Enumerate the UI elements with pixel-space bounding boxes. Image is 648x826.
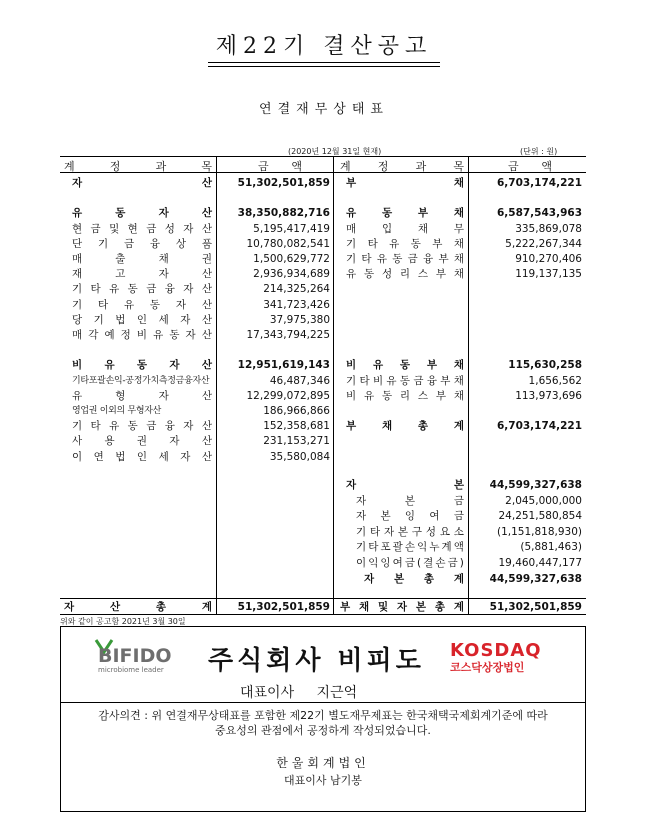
equity-row-amount: 19,460,447,177 [498, 557, 582, 569]
row-label: 자 산 [72, 177, 212, 189]
equity-row-amount: (1,151,818,930) [496, 525, 582, 538]
row-label: 유 동 부 채 [346, 207, 464, 220]
equity-row-amount: 44,599,327,638 [489, 572, 582, 585]
total-liabilities-equity-label: 부 채 및 자 본 총 계 [340, 601, 464, 613]
row-amount: 119,137,135 [515, 268, 582, 281]
row-label: 사 용 권 자 산 [72, 435, 212, 448]
row-label: 영업권 이외의 무형자산 [72, 406, 162, 416]
equity-row-amount: 24,251,580,854 [498, 510, 582, 523]
row-label: 부 채 [346, 177, 464, 189]
row-amount: 12,951,619,143 [237, 359, 330, 372]
row-amount: 38,350,882,716 [237, 207, 330, 220]
row-label: 기 타 유 동 금 융 부 채 [346, 253, 464, 265]
column-divider [468, 156, 469, 614]
row-label: 단 기 금 융 상 품 [72, 237, 212, 250]
row-label: 기 타 유 동 자 산 [72, 298, 212, 311]
audit-opinion-line2: 중요성의 관점에서 공정하게 작성되었습니다. [215, 724, 431, 737]
bifido-logo-word: BIFIDO [98, 645, 172, 667]
header-char: 금 [258, 160, 269, 173]
row-label: 기 타 유 동 부 채 [346, 237, 464, 250]
equity-row-label: 기 타 자 본 구 성 요 소 [356, 525, 464, 538]
auditor-firm: 한울회계법인 [276, 756, 370, 770]
row-amount: 186,966,866 [263, 405, 330, 417]
row-amount: 1,500,629,772 [253, 253, 330, 265]
row-label: 현 금 및 현 금 성 자 산 [72, 222, 212, 235]
auditor-representative: 대표이사 남기봉 [284, 774, 362, 787]
row-label: 유 동 자 산 [72, 207, 212, 220]
bifido-logo [94, 632, 204, 676]
row-label: 매 입 채 무 [346, 222, 464, 235]
equity-row-label: 이 익 잉 여 금 ( 결 손 금 ) [356, 557, 464, 569]
equity-row-label: 자 본 잉 여 금 [356, 510, 464, 523]
row-amount: 6,703,174,221 [496, 177, 582, 189]
row-amount: 5,195,417,419 [253, 222, 330, 235]
row-label: 매 각 예 정 비 유 동 자 산 [72, 329, 212, 341]
column-divider [333, 156, 334, 614]
kosdaq-logo [446, 636, 566, 676]
row-amount: 335,869,078 [515, 222, 582, 235]
statement-title: 연결재무상태표 [259, 102, 389, 117]
bifido-logo-tagline: microbiome leader [98, 666, 164, 674]
header-right-label [340, 158, 464, 171]
row-label: 기 타 비 유 동 금 융 부 채 [346, 374, 464, 387]
row-amount: 10,780,082,541 [246, 237, 330, 250]
total-liabilities-equity-amount: 51,302,501,859 [489, 601, 582, 613]
row-label: 당 기 법 인 세 자 산 [72, 313, 212, 326]
row-label: 매 출 채 권 [72, 253, 212, 265]
row-label: 기 타 유 동 금 융 자 산 [72, 283, 212, 296]
row-amount: 5,222,267,344 [505, 237, 582, 250]
row-amount: 113,973,696 [515, 389, 582, 402]
title-underline-second [208, 66, 440, 67]
header-char: 액 [541, 160, 552, 173]
page-title: 제22기 결산공고 [215, 34, 433, 59]
row-amount: 231,153,271 [263, 435, 330, 448]
header-char: 정 [109, 160, 121, 173]
equity-row-amount: (5,881,463) [520, 541, 582, 554]
row-label: 비 유 동 부 채 [346, 359, 464, 372]
notice-date: 위와 같이 공고함 2021년 3월 30일 [60, 617, 186, 626]
table-top-rule [60, 156, 586, 157]
row-amount: 46,487,346 [269, 374, 330, 387]
header-char: 과 [415, 160, 427, 173]
equity-row-amount: 44,599,327,638 [489, 479, 582, 491]
equity-row-amount: 2,045,000,000 [505, 494, 582, 507]
row-label: 유 형 자 산 [72, 389, 212, 402]
row-label: 비 유 동 리 스 부 채 [346, 389, 464, 402]
header-char: 목 [453, 160, 464, 173]
header-char: 계 [340, 160, 351, 173]
row-amount: 12,299,072,895 [246, 389, 330, 402]
row-amount: 17,343,794,225 [246, 329, 330, 341]
header-right-amount [508, 158, 552, 171]
row-amount: 152,358,681 [263, 420, 330, 433]
table-total-rule [60, 598, 586, 599]
row-amount: 1,656,562 [528, 374, 582, 387]
row-label: 이 연 법 인 세 자 산 [72, 450, 212, 463]
row-amount: 37,975,380 [269, 313, 330, 326]
column-divider [216, 156, 217, 614]
header-char: 계 [64, 160, 75, 173]
equity-row-label: 자 본 [346, 479, 464, 491]
header-char: 목 [201, 160, 212, 173]
row-amount: 341,723,426 [263, 298, 330, 311]
total-assets-label: 자 산 총 계 [64, 601, 212, 613]
table-bottom-rule [60, 614, 586, 615]
date-note: (2020년 12월 31일 현재) [288, 147, 382, 156]
row-label: 기 타 유 동 금 융 자 산 [72, 420, 212, 433]
equity-row-label: 자 본 금 [356, 494, 464, 507]
signature-divider [60, 702, 586, 703]
row-amount: 910,270,406 [515, 253, 582, 265]
kosdaq-logo-word: KOSDAQ [450, 640, 542, 661]
header-char: 정 [377, 160, 389, 173]
row-label: 재 고 자 산 [72, 268, 212, 281]
company-name: 주식회사 비피도 [208, 646, 425, 676]
row-amount: 214,325,264 [263, 283, 330, 296]
row-amount: 2,936,934,689 [253, 268, 330, 281]
kosdaq-logo-tagline: 코스닥상장법인 [450, 661, 525, 674]
total-assets-amount: 51,302,501,859 [237, 601, 330, 613]
title-underline [208, 62, 440, 63]
audit-opinion-line1: 감사의견 : 위 연결재무상태표를 포함한 제22기 별도재무제표는 한국채택국제회계기준에 따라 [98, 709, 548, 722]
header-char: 액 [291, 160, 302, 173]
unit-note: (단위 : 원) [520, 147, 558, 156]
row-amount: 51,302,501,859 [237, 177, 330, 189]
header-char: 금 [508, 160, 519, 173]
header-left-amount [258, 158, 302, 171]
row-amount: 115,630,258 [508, 359, 582, 372]
ceo-signature: 대표이사 지근억 [240, 685, 358, 701]
row-label: 부 채 총 계 [346, 420, 464, 433]
equity-row-label: 자 본 총 계 [364, 572, 464, 585]
row-amount: 35,580,084 [269, 450, 330, 463]
row-label: 비 유 동 자 산 [72, 359, 212, 372]
row-label: 기타포괄손익-공정가치측정금융자산 [72, 375, 210, 386]
row-label: 유 동 성 리 스 부 채 [346, 268, 464, 281]
row-amount: 6,587,543,963 [496, 207, 582, 220]
header-left-label [64, 158, 212, 171]
row-amount: 6,703,174,221 [496, 420, 582, 433]
equity-row-label: 기 타 포 괄 손 익 누 계 액 [356, 541, 464, 554]
header-char: 과 [155, 160, 167, 173]
